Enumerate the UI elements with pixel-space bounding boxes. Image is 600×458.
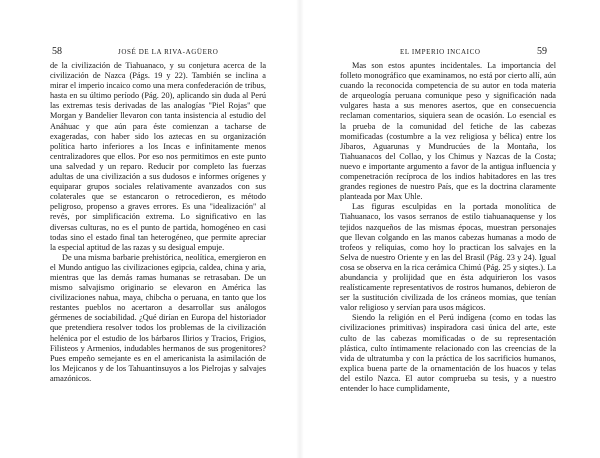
right-paragraph-3: Siendo la religión en el Perú indígena (como en todas las civilizaciones primitivas) inspiradora casi única del arte, este culto de las cabezas momificadas o de su representación plástica, culto íntimamente relacionado con las creencias de la vida de ultratumba y con la práctica de los sacrificios humanos, explica buena parte de la ornamentación de los huacos y telas del estilo Nazca. El autor comprueba su tesis, y a nuestro entender lo hace cumplidamente, <box>340 313 556 393</box>
right-running-head: EL IMPERIO INCAICO <box>400 48 481 56</box>
left-page-number: 58 <box>52 46 62 57</box>
right-paragraph-2: Las figuras esculpidas en la portada monolítica de Tiahuanaco, los vasos serranos de estilo tiahuanaquense y los tejidos nazqueños de las mismas épocas, muestran personajes que llevan colgando en las manos cabezas humanas a modo de trofeos y reliquias, como hoy lo practican los salvajes en la Selva de nuestro Oriente y en las del Brasil (Pág. 23 y 24). Igual cosa se observa en la rica cerámica Chimú (Pág. 25 y siqtes.). La abundancia y prolijidad que en ésta adquirieron los vasos realísticamente representativos de rostros humanos, debieron de ser la sustitución civilizada de los cráneos momias, que tenían valor religioso y servían para usos mágicos. <box>340 202 556 313</box>
right-page <box>300 0 600 458</box>
right-page-number: 59 <box>537 46 547 57</box>
left-paragraph-2: De una misma barbarie prehistórica, neolítica, emergieron en el Mundo antiguo las civilizaciones egipcia, caldea, china y aria, mientras que las demás ramas humanas se retrasaban. De un mismo salvajismo originario se elevaron en América las civilizaciones nahua, maya, chibcha o peruana, en tanto que los restantes pueblos no acertaron a desarrollar sus análogos gérmenes de sociabilidad. ¿Qué dirían en Europa del historiador que pretendiera resolver todos los problemas de la civilización helénica por el estudio de los bárbaros Ilirios y Tracios, Frigios, Filisteos y Armenios, indudables hermanos de sus progenitores? Pues empeño semejante es en el americanista la asimilación de los Mejicanos y de los Tahuantinsuyos a los Pielrojas y salvajes amazónicos. <box>50 252 266 383</box>
left-body-text <box>50 61 266 384</box>
left-paragraph-1: de la civilización de Tiahuanaco, y su conjetura acerca de la civilización de Nazca (Págs. 19 y 22). También se inclina a mirar el imperio incaico como una mera confederación de tribus, hasta en su último período (Pág. 20), aplicando sin duda al Perú las extremas tesis derivadas de las analogías "Piel Rojas" que Morgan y Bandelier llevaron con tanta insistencia al estudio del Anáhuac y que aún para éste comienzan a tacharse de exageradas, con haber sido los aztecas en su organización política harto inferiores a los Incas e infinitamente menos centralizadores que ellos. Por eso nos permitimos en este punto una salvedad y un reparo. Reducir por completo las fuerzas adultas de una civilización a sus dudosos e informes orígenes y equiparar grupos sociales relativamente avanzados con sus colaterales que se estancaron o retrocedieron, es método peligroso, propenso a graves errores. Es una "idealización" al revés, por simplificación extrema. Lo significativo en las diversas culturas, no es el punto de partida, homogéneo en casi todas sino el estado final tan heterogéneo, que permite apreciar la especial aptitud de las razas y su desigual empuje. <box>50 61 266 252</box>
right-paragraph-1: Mas son estos apuntes incidentales. La importancia del folleto monográfico que examinamos, no está por cierto allí, aún cuando la reconocida competencia de su autor en toda materia de arqueología peruana comunique peso y significación nada vulgares hasta a sus menores asertos, que en consecuencia reclaman comentarios, siquiera sean de ocasión. Lo esencial es la prueba de la comunidad del fetiche de las cabezas momificadas (costumbre a la vez religiosa y bélica) entre los Jíbaros, Aguarunas y Mundrucúes de la Montaña, los Tiahuanacos del Collao, y los Chimus y Nazcas de la Costa; nuevo e importante argumento a favor de la antigua influencia y compenetración recíproca de los indios habitadores en las tres grandes regiones de nuestro País, que es la doctrina claramente planteada por Max Uhle. <box>340 61 556 202</box>
left-running-head: JOSÉ DE LA RIVA-AGÜERO <box>118 48 219 56</box>
right-body-text <box>340 61 556 394</box>
